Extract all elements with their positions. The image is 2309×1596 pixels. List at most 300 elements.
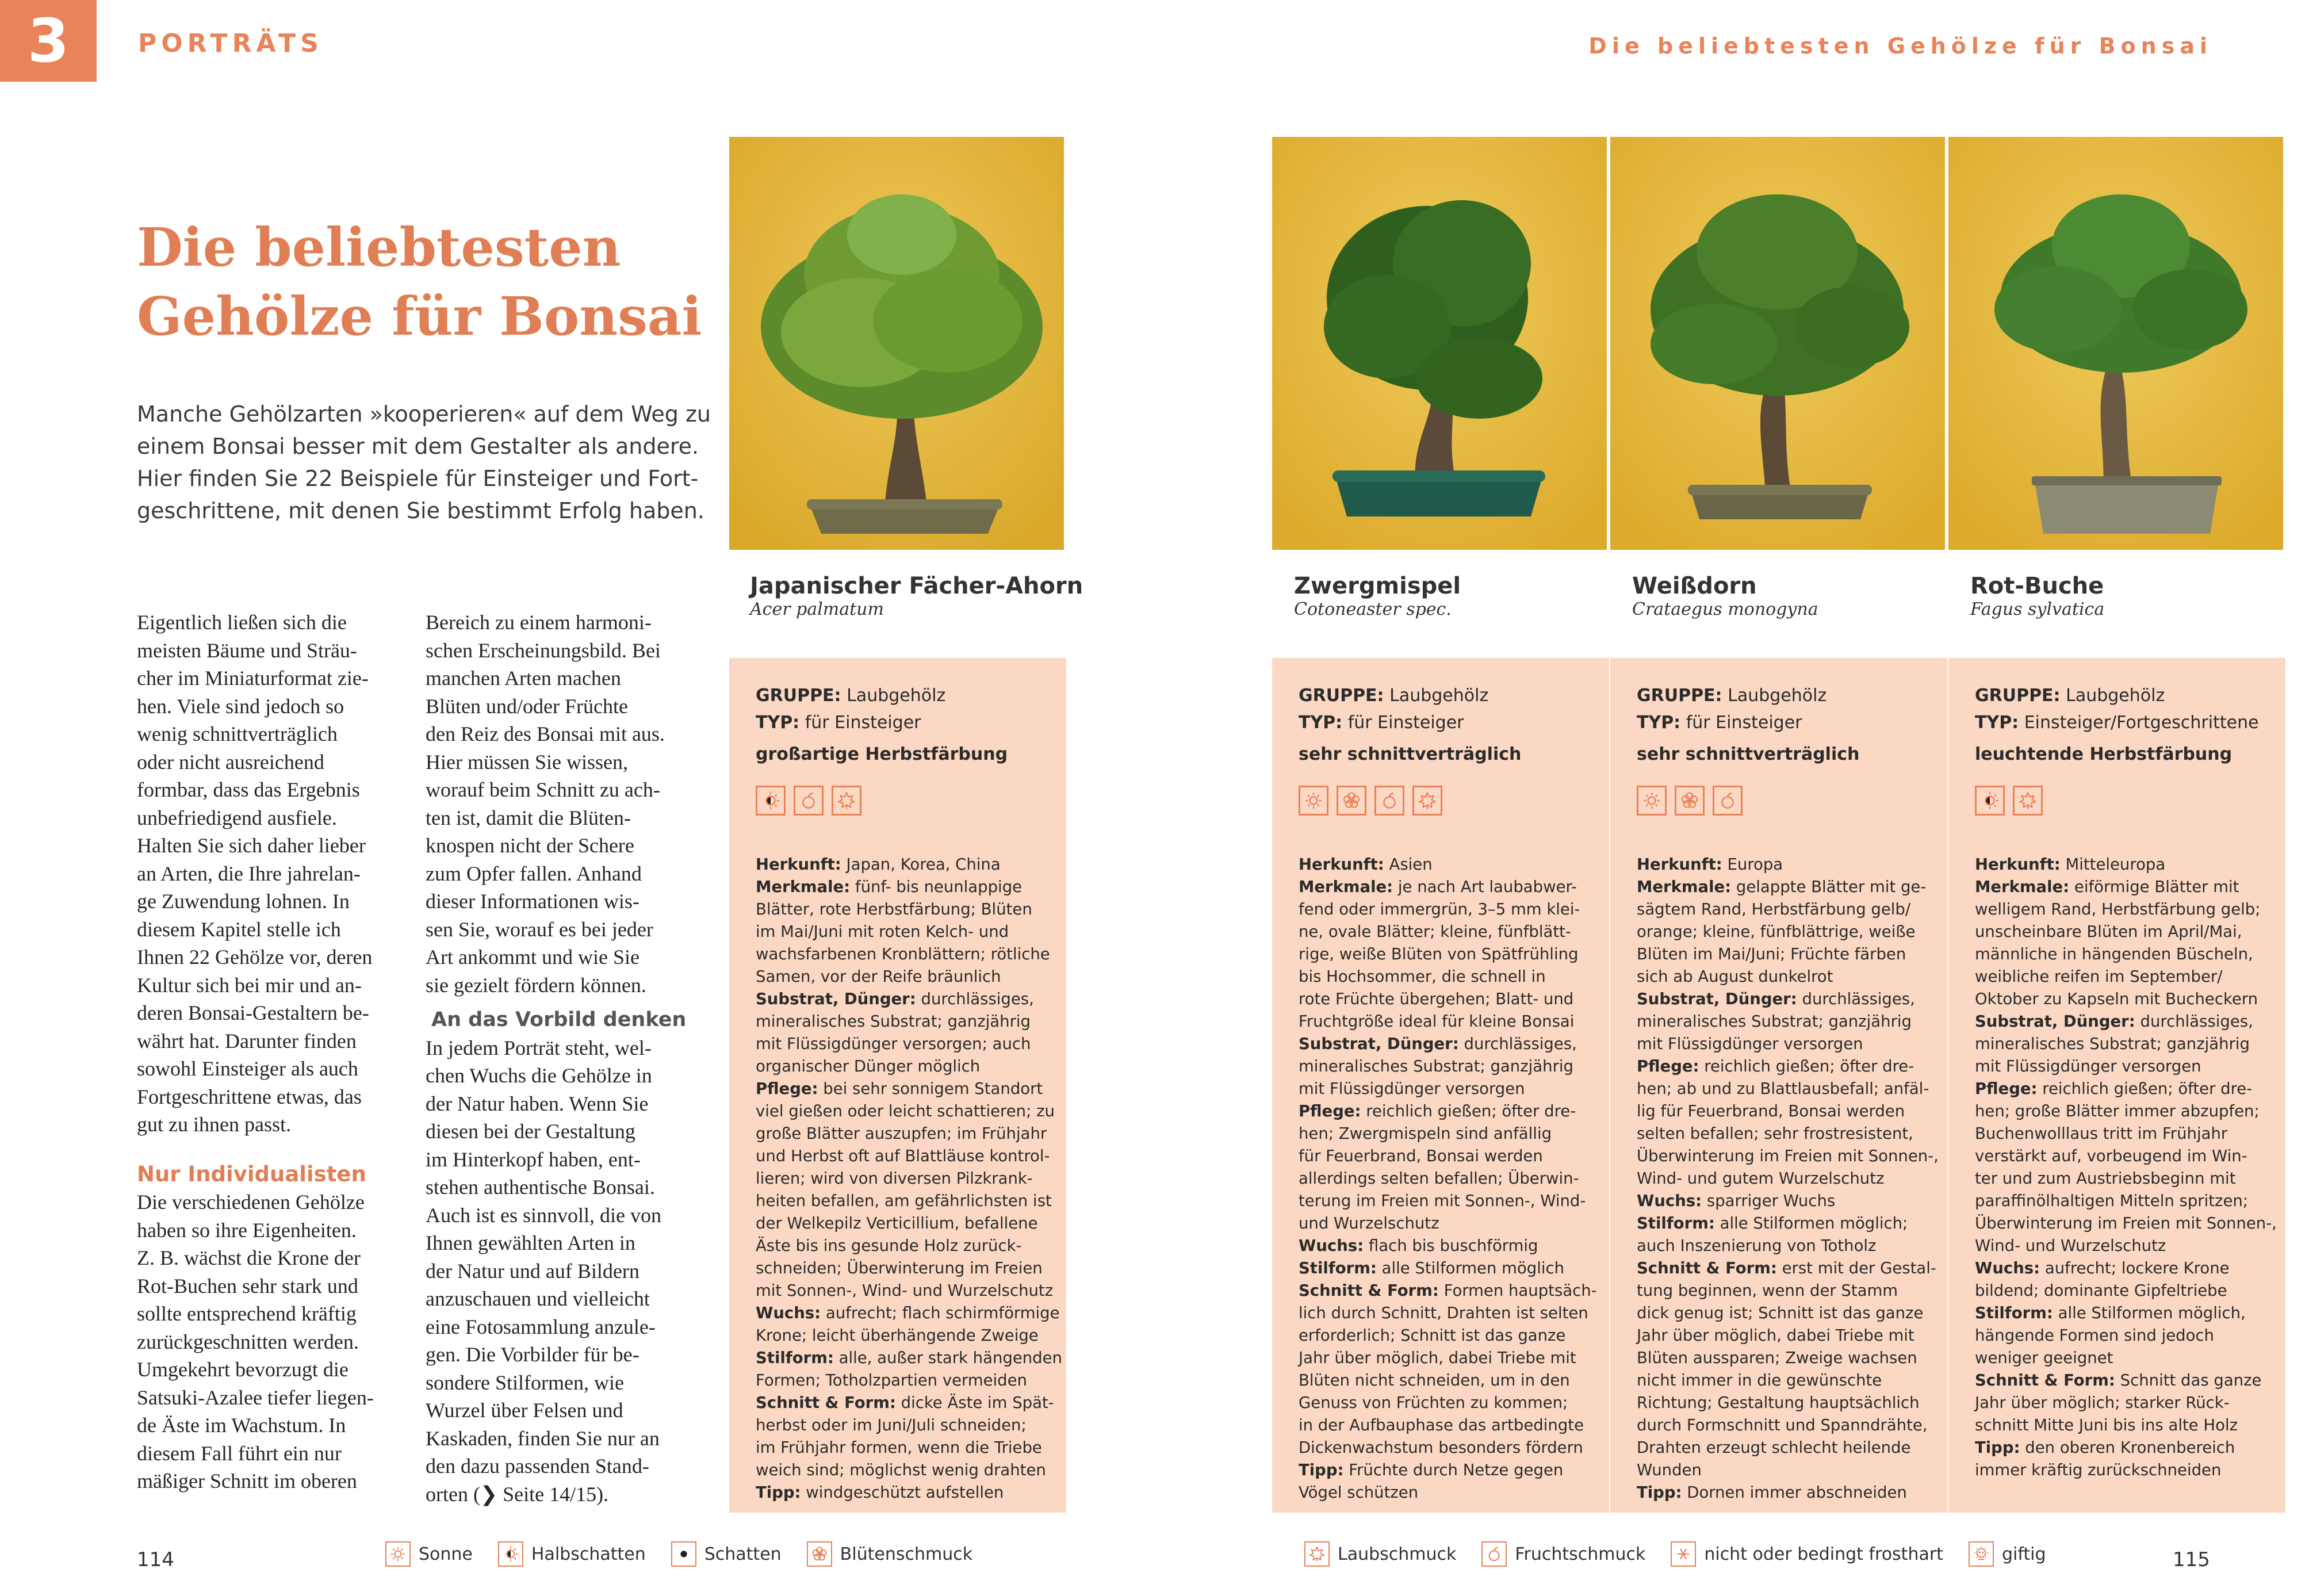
detail-value: welligem Rand, Herbstfärbung gelb; xyxy=(1975,900,2261,918)
text-line: im Hinterkopf haben, ent- xyxy=(426,1147,641,1171)
detail-line xyxy=(756,1302,1062,1325)
detail-key: Herkunft: xyxy=(1637,855,1722,874)
detail-line xyxy=(756,1325,1062,1347)
detail-value: bis Hochsommer, die schnell in xyxy=(1299,967,1546,986)
detail-line xyxy=(1637,1100,1939,1123)
detail-line xyxy=(756,1145,1062,1168)
text-line: Eigentlich ließen sich die xyxy=(137,611,347,634)
group-value: Laubgehölz xyxy=(1389,686,1489,706)
detail-value: gelappte Blätter mit ge- xyxy=(1731,878,1927,896)
detail-value: Überwinterung im Freien mit Sonnen-, xyxy=(1975,1214,2277,1233)
detail-line xyxy=(1299,1078,1597,1100)
detail-value: je nach Art laubabwer- xyxy=(1393,878,1577,896)
detail-line xyxy=(756,1033,1062,1055)
detail-value: alle Stilformen möglich; xyxy=(1714,1214,1908,1233)
detail-line xyxy=(1975,1168,2277,1190)
detail-value: Blüten im Mai/Juni; Früchte färben xyxy=(1637,945,1906,963)
detail-line xyxy=(1975,1257,2277,1280)
detail-line xyxy=(756,1123,1062,1145)
group-label: GRUPPE: xyxy=(1299,686,1384,706)
detail-line xyxy=(756,1078,1062,1100)
text-line: sollte entsprechend kräftig xyxy=(137,1302,357,1325)
text-line: formbar, dass das Ergebnis xyxy=(137,778,360,801)
detail-line xyxy=(1299,921,1597,943)
legend-item xyxy=(807,1541,972,1567)
text-line: sondere Stilformen, wie xyxy=(426,1371,624,1394)
detail-line xyxy=(756,1482,1062,1504)
text-line: den dazu passenden Stand- xyxy=(426,1455,649,1478)
text-line: Auch ist es sinnvoll, die von xyxy=(426,1203,661,1227)
detail-line xyxy=(1975,1100,2277,1123)
text-line: manchen Arten machen xyxy=(426,667,621,690)
detail-value: Japan, Korea, China xyxy=(841,855,1001,874)
detail-value: Genuss von Früchten zu kommen; xyxy=(1299,1394,1568,1412)
text-line: gen. Die Vorbilder für be- xyxy=(426,1343,640,1366)
text-line: Ihnen gewählten Arten in xyxy=(426,1231,635,1254)
detail-line xyxy=(756,1190,1062,1212)
detail-line xyxy=(1299,1459,1597,1482)
text-line: cher im Miniaturformat zie- xyxy=(137,667,369,690)
text-line: Wurzel über Felsen und xyxy=(426,1399,623,1422)
detail-key: Wuchs: xyxy=(1637,1192,1702,1210)
detail-value: reichlich gießen; öfter dre- xyxy=(2037,1080,2253,1098)
detail-line xyxy=(1975,943,2277,966)
legend-item xyxy=(1671,1541,1943,1567)
detail-line xyxy=(1637,876,1939,898)
detail-line xyxy=(1637,1235,1939,1257)
detail-value: Asien xyxy=(1384,855,1433,874)
detail-key: Wuchs: xyxy=(1975,1259,2040,1277)
blossom-icon xyxy=(1337,786,1366,816)
detail-line xyxy=(1975,1325,2277,1347)
detail-value: Wind- und gutem Wurzelschutz xyxy=(1637,1169,1885,1188)
detail-line xyxy=(1637,943,1939,966)
detail-key: Substrat, Dünger: xyxy=(1975,1012,2135,1031)
lead-line: einem Bonsai besser mit dem Gestalter als andere. xyxy=(137,434,699,459)
detail-line xyxy=(1299,1145,1597,1168)
detail-line xyxy=(1299,1235,1597,1257)
key-feature: leuchtende Herbstfärbung xyxy=(1975,744,2233,764)
detail-key: Substrat, Dünger: xyxy=(1637,990,1797,1008)
detail-key: Merkmale: xyxy=(1975,878,2070,896)
detail-value: lieren; wird von diversen Pilzkrank- xyxy=(756,1169,1033,1188)
detail-key: Pflege: xyxy=(1299,1102,1361,1120)
group-label: GRUPPE: xyxy=(756,686,841,706)
detail-value: und Wurzelschutz xyxy=(1299,1214,1439,1233)
legend-item xyxy=(498,1541,646,1567)
detail-value: für Feuerbrand, Bonsai werden xyxy=(1299,1147,1543,1165)
page-number-left: 114 xyxy=(137,1548,174,1571)
detail-value: rige, weiße Blüten von Spätfrühling xyxy=(1299,945,1579,963)
frost-icon xyxy=(1671,1541,1696,1567)
type-value: Einsteiger/Fortgeschrittene xyxy=(2024,713,2259,733)
legend-item xyxy=(671,1541,782,1567)
detail-value: Jahr über möglich, dabei Triebe mit xyxy=(1637,1326,1914,1345)
detail-line xyxy=(1299,898,1597,921)
detail-line xyxy=(1299,943,1597,966)
group-type xyxy=(756,682,945,736)
detail-line xyxy=(1299,1392,1597,1414)
detail-value: Formen hauptsäch- xyxy=(1438,1281,1597,1300)
detail-value: Samen, vor der Reife bräunlich xyxy=(756,967,1001,986)
detail-value: selten befallen; sehr frostresistent, xyxy=(1637,1124,1913,1143)
detail-value: immer kräftig zurückschneiden xyxy=(1975,1461,2222,1479)
text-line: Halten Sie sich daher lieber xyxy=(137,834,366,857)
group-type xyxy=(1299,682,1488,736)
detail-line xyxy=(1637,988,1939,1011)
text-line: Umgekehrt bevorzugt die xyxy=(137,1358,349,1381)
detail-line xyxy=(1299,1302,1597,1325)
detail-value: sich ab August dunkelrot xyxy=(1637,967,1833,986)
species-name: Rot-Buche xyxy=(1970,573,2104,599)
photo-crataegus xyxy=(1610,137,1945,550)
text-line: währt hat. Darunter finden xyxy=(137,1029,357,1052)
leaf-icon xyxy=(832,786,861,816)
subheading-individualisten: Nur Individualisten xyxy=(137,1161,366,1187)
detail-value: ter und zum Austriebsbeginn mit xyxy=(1975,1169,2236,1188)
detail-value: lich durch Schnitt, Drahten ist selten xyxy=(1299,1304,1588,1322)
detail-key: Substrat, Dünger: xyxy=(756,990,916,1008)
detail-value: dicke Äste im Spät- xyxy=(895,1394,1054,1412)
detail-value: schneiden; Überwinterung im Freien xyxy=(756,1259,1043,1277)
lead-line: Hier finden Sie 22 Beispiele für Einsteiger und Fort- xyxy=(137,466,699,491)
detail-value: Jahr über möglich, dabei Triebe mit xyxy=(1299,1349,1576,1367)
detail-value: weniger geeignet xyxy=(1975,1349,2113,1367)
text-line: eine Fotosammlung anzule- xyxy=(426,1315,656,1338)
text-line: den Reiz des Bonsai mit aus. xyxy=(426,722,665,745)
text-line: Satsuki-Azalee tiefer liegen- xyxy=(137,1386,374,1409)
detail-value: eiförmige Blätter mit xyxy=(2069,878,2239,896)
detail-line xyxy=(1637,966,1939,988)
detail-line xyxy=(1637,1459,1939,1482)
title-line: Die beliebtesten xyxy=(137,216,621,278)
text-line: schen Erscheinungsbild. Bei xyxy=(426,638,661,662)
text-line: Ihnen 22 Gehölze vor, deren xyxy=(137,946,373,969)
detail-line xyxy=(1637,1302,1939,1325)
detail-line xyxy=(756,1235,1062,1257)
text-line: dieser Informationen wis- xyxy=(426,890,640,913)
detail-value: aufrecht; flach schirmförmige xyxy=(821,1304,1060,1322)
detail-value: Äste bis ins gesunde Holz zurück- xyxy=(756,1237,1022,1255)
detail-value: orange; kleine, fünfblättrige, weiße xyxy=(1637,923,1916,941)
species-heading-3 xyxy=(1632,573,1818,619)
sun-icon xyxy=(385,1541,411,1567)
text-line: gut zu ihnen passt. xyxy=(137,1113,291,1136)
species-heading-2 xyxy=(1294,573,1461,619)
detail-line xyxy=(1299,1325,1597,1347)
legend-label: Laubschmuck xyxy=(1338,1544,1457,1564)
detail-value: mit Flüssigdünger versorgen xyxy=(1975,1057,2201,1076)
info-box-acer xyxy=(729,658,1066,1513)
chapter-label: PORTRÄTS xyxy=(138,29,323,58)
type-label: TYP: xyxy=(756,713,800,733)
fruit-icon xyxy=(794,786,824,816)
details xyxy=(1299,854,1597,1504)
detail-key: Wuchs: xyxy=(756,1304,821,1322)
detail-value: mineralisches Substrat; ganzjährig xyxy=(1299,1057,1573,1076)
detail-line xyxy=(756,966,1062,988)
legend-item xyxy=(1481,1541,1645,1567)
lead-line: Manche Gehölzarten »kooperieren« auf dem Weg zu xyxy=(137,401,711,427)
species-latin: Fagus sylvatica xyxy=(1970,599,2105,619)
detail-line xyxy=(1975,854,2277,876)
group-type xyxy=(1975,682,2259,736)
detail-line xyxy=(1637,1168,1939,1190)
details xyxy=(1975,854,2277,1482)
text-line: oder nicht ausreichend xyxy=(137,750,324,774)
detail-line xyxy=(756,921,1062,943)
detail-line xyxy=(1637,1257,1939,1280)
key-feature: sehr schnittverträglich xyxy=(1637,744,1860,764)
text-line: diesen bei der Gestaltung xyxy=(426,1120,635,1143)
detail-line xyxy=(1637,1078,1939,1100)
text-line: hen. Viele sind jedoch so xyxy=(137,694,344,718)
detail-value: mineralisches Substrat; ganzjährig xyxy=(1975,1035,2250,1053)
photo-fagus xyxy=(1948,137,2283,550)
detail-line xyxy=(756,988,1062,1011)
detail-value: viel gießen oder leicht schattieren; zu xyxy=(756,1102,1055,1120)
detail-value: Vögel schützen xyxy=(1299,1483,1419,1502)
detail-line xyxy=(1637,1369,1939,1392)
legend-left xyxy=(385,1541,972,1567)
detail-key: Wuchs: xyxy=(1299,1237,1364,1255)
detail-key: Herkunft: xyxy=(1975,855,2061,874)
legend-label: Sonne xyxy=(419,1544,473,1564)
detail-key: Tipp: xyxy=(1637,1483,1682,1502)
type-label: TYP: xyxy=(1299,713,1343,733)
icon-row xyxy=(1299,786,1442,816)
text-line: Blüten und/oder Früchte xyxy=(426,694,628,718)
detail-line xyxy=(1975,1011,2277,1033)
detail-value: mineralisches Substrat; ganzjährig xyxy=(756,1012,1031,1031)
text-line: der Natur und auf Bildern xyxy=(426,1259,640,1283)
text-line: ge Zuwendung lohnen. In xyxy=(137,890,350,913)
text-line: sie gezielt fördern können. xyxy=(426,973,646,997)
detail-key: Tipp: xyxy=(1975,1438,2020,1457)
detail-line xyxy=(1637,1011,1939,1033)
detail-line xyxy=(1975,1123,2277,1145)
detail-line xyxy=(1299,1212,1597,1235)
legend-label: Fruchtschmuck xyxy=(1515,1544,1646,1564)
detail-value: Früchte durch Netze gegen xyxy=(1343,1461,1564,1479)
text-line: de Äste im Wachstum. In xyxy=(137,1414,346,1437)
detail-line xyxy=(756,1414,1062,1437)
photo-acer-palmatum xyxy=(729,137,1064,550)
detail-value: terung im Freien mit Sonnen-, Wind- xyxy=(1299,1192,1586,1210)
detail-key: Herkunft: xyxy=(1299,855,1384,874)
blossom-icon xyxy=(807,1541,832,1567)
icon-row xyxy=(1975,786,2043,816)
detail-line xyxy=(1637,1145,1939,1168)
detail-line xyxy=(1299,1100,1597,1123)
detail-value: fend oder immergrün, 3–5 mm klei- xyxy=(1299,900,1580,918)
detail-value: im Mai/Juni mit roten Kelch- und xyxy=(756,923,1009,941)
detail-line xyxy=(1637,1437,1939,1459)
legend-right xyxy=(1304,1541,2046,1567)
detail-line xyxy=(1299,1055,1597,1078)
detail-value: männliche in hängenden Büscheln, xyxy=(1975,945,2253,963)
detail-value: Dickenwachstum besonders fördern xyxy=(1299,1438,1583,1457)
group-value: Laubgehölz xyxy=(847,686,946,706)
detail-line xyxy=(1637,1414,1939,1437)
detail-line xyxy=(1975,876,2277,898)
text-line: mäßiger Schnitt im oberen xyxy=(137,1469,357,1492)
detail-line xyxy=(756,1392,1062,1414)
detail-line xyxy=(756,1280,1062,1302)
text-line: wenig schnittverträglich xyxy=(137,722,338,745)
half-shade-icon xyxy=(756,786,786,816)
chapter-number: 3 xyxy=(27,6,70,76)
detail-line xyxy=(1299,1437,1597,1459)
detail-value: sparriger Wuchs xyxy=(1702,1192,1836,1210)
detail-value: tung beginnen, wenn der Stamm xyxy=(1637,1281,1898,1300)
subheading-vorbild: An das Vorbild denken xyxy=(431,1008,687,1031)
text-line: Bereich zu einem harmoni- xyxy=(426,611,652,634)
detail-line xyxy=(756,876,1062,898)
detail-value: reichlich gießen; öfter dre- xyxy=(1699,1057,1914,1076)
blossom-icon xyxy=(1675,786,1705,816)
detail-value: im Frühjahr formen, wenn die Triebe xyxy=(756,1438,1042,1457)
group-value: Laubgehölz xyxy=(1728,686,1827,706)
text-line: Fortgeschrittene etwas, das xyxy=(137,1085,362,1108)
detail-line xyxy=(1637,1055,1939,1078)
detail-value: hen; Zwergmispeln sind anfällig xyxy=(1299,1124,1552,1143)
running-title: Die beliebtesten Gehölze für Bonsai xyxy=(1588,33,2212,59)
legend-label: Schatten xyxy=(704,1544,782,1564)
text-line: haben so ihre Eigenheiten. xyxy=(137,1218,357,1242)
detail-value: große Blätter auszupfen; im Frühjahr xyxy=(756,1124,1047,1143)
detail-value: durchlässiges, xyxy=(2135,1012,2253,1031)
toxic-icon xyxy=(1969,1541,1994,1567)
detail-key: Pflege: xyxy=(756,1080,818,1098)
info-box-cotoneaster xyxy=(1272,658,1609,1513)
detail-line xyxy=(756,1369,1062,1392)
detail-line xyxy=(756,1257,1062,1280)
legend-label: giftig xyxy=(2001,1544,2046,1564)
title-line: Gehölze für Bonsai xyxy=(137,285,702,347)
detail-value: Buchenwolllaus tritt im Frühjahr xyxy=(1975,1124,2228,1143)
detail-line xyxy=(756,1212,1062,1235)
detail-value: wachsfarbenen Kronblättern; rötliche xyxy=(756,945,1050,963)
detail-line xyxy=(1299,1482,1597,1504)
detail-value: Krone; leicht überhängende Zweige xyxy=(756,1326,1039,1345)
species-heading-1 xyxy=(750,573,1083,619)
sun-icon xyxy=(1299,786,1328,816)
detail-line xyxy=(1975,1459,2277,1482)
text-line: Hier müssen Sie wissen, xyxy=(426,750,628,774)
detail-line xyxy=(1975,966,2277,988)
text-line: sen Sie, worauf es bei jeder xyxy=(426,917,653,941)
detail-line xyxy=(1299,966,1597,988)
detail-key: Stilform: xyxy=(1299,1259,1377,1277)
detail-value: Mitteleuropa xyxy=(2060,855,2166,874)
text-line: Kaskaden, finden Sie nur an xyxy=(426,1426,660,1450)
detail-line xyxy=(1975,1414,2277,1437)
detail-line xyxy=(1975,1145,2277,1168)
detail-key: Tipp: xyxy=(1299,1461,1344,1479)
text-line: Die verschiedenen Gehölze xyxy=(137,1191,365,1214)
legend-label: Halbschatten xyxy=(531,1544,646,1564)
body-column-2 xyxy=(426,608,702,1508)
half-shade-icon xyxy=(498,1541,523,1567)
detail-line xyxy=(1637,1347,1939,1369)
icon-row xyxy=(756,786,861,816)
detail-key: Merkmale: xyxy=(1299,878,1393,896)
text-line: orten (❯ Seite 14/15). xyxy=(426,1482,609,1506)
key-feature: großartige Herbstfärbung xyxy=(756,744,1008,764)
species-name: Zwergmispel xyxy=(1294,573,1461,599)
detail-line xyxy=(756,898,1062,921)
detail-value: allerdings selten befallen; Überwin- xyxy=(1299,1169,1579,1188)
text-line: Kultur sich bei mir und an- xyxy=(137,973,362,997)
detail-value: und Herbst oft auf Blattläuse kontrol- xyxy=(756,1147,1050,1165)
detail-value: organischer Dünger möglich xyxy=(756,1057,981,1076)
detail-value: Jahr über möglich; starker Rück- xyxy=(1975,1394,2230,1412)
text-line: diesem Fall führt ein nur xyxy=(137,1441,342,1465)
detail-line xyxy=(1975,898,2277,921)
detail-value: schnitt Mitte Juni bis ins alte Holz xyxy=(1975,1416,2238,1434)
detail-value: bei sehr sonnigem Standort xyxy=(818,1080,1043,1098)
detail-value: Richtung; Gestaltung hauptsächlich xyxy=(1637,1394,1920,1412)
text-line: worauf beim Schnitt zu ach- xyxy=(426,778,660,801)
legend-item xyxy=(1304,1541,1456,1567)
detail-value: mit Flüssigdünger versorgen; auch xyxy=(756,1035,1031,1053)
legend-label: Blütenschmuck xyxy=(840,1544,973,1564)
fruit-icon xyxy=(1481,1541,1507,1567)
detail-value: flach bis buschförmig xyxy=(1364,1237,1538,1255)
group-value: Laubgehölz xyxy=(2066,686,2165,706)
detail-line xyxy=(756,1168,1062,1190)
details xyxy=(1637,854,1939,1504)
text-line: unbefriedigend ausfiele. xyxy=(137,806,337,829)
detail-line xyxy=(1975,1392,2277,1414)
text-line: knospen nicht der Schere xyxy=(426,834,634,857)
detail-value: Blüten nicht schneiden, um in den xyxy=(1299,1371,1570,1390)
detail-line xyxy=(756,1011,1062,1033)
detail-line xyxy=(1299,1123,1597,1145)
detail-key: Stilform: xyxy=(1975,1304,2053,1322)
detail-line xyxy=(756,1100,1062,1123)
detail-line xyxy=(1637,921,1939,943)
detail-value: in der Aufbauphase das artbedingte xyxy=(1299,1416,1584,1434)
column-1-intro xyxy=(137,608,401,1139)
type-value: für Einsteiger xyxy=(1686,713,1802,733)
detail-line xyxy=(1299,1011,1597,1033)
text-line: Rot-Buchen sehr stark und xyxy=(137,1274,358,1298)
detail-value: Formen; Totholzpartien vermeiden xyxy=(756,1371,1027,1390)
detail-line xyxy=(1637,1123,1939,1145)
text-line: diesem Kapitel stelle ich xyxy=(137,917,341,941)
detail-line xyxy=(756,1055,1062,1078)
species-name: Japanischer Fächer-Ahorn xyxy=(750,573,1083,599)
lead-paragraph xyxy=(137,398,712,527)
detail-value: hen; große Blätter immer abzupfen; xyxy=(1975,1102,2260,1120)
detail-value: mit Sonnen-, Wind- und Wurzelschutz xyxy=(756,1281,1054,1300)
detail-key: Merkmale: xyxy=(1637,878,1732,896)
detail-line xyxy=(1299,854,1597,876)
detail-line xyxy=(1975,1078,2277,1100)
detail-value: weich sind; möglichst wenig drahten xyxy=(756,1461,1046,1479)
legend-label: nicht oder bedingt frosthart xyxy=(1704,1544,1943,1564)
text-line: ten ist, damit die Blüten- xyxy=(426,806,631,829)
species-latin: Cotoneaster spec. xyxy=(1294,599,1452,619)
detail-value: Europa xyxy=(1722,855,1783,874)
detail-line xyxy=(1637,898,1939,921)
detail-line xyxy=(1637,854,1939,876)
text-line: Art ankommt und wie Sie xyxy=(426,946,640,969)
detail-value: alle, außer stark hängenden xyxy=(833,1349,1062,1367)
detail-value: unscheinbare Blüten im April/Mai, xyxy=(1975,923,2242,941)
